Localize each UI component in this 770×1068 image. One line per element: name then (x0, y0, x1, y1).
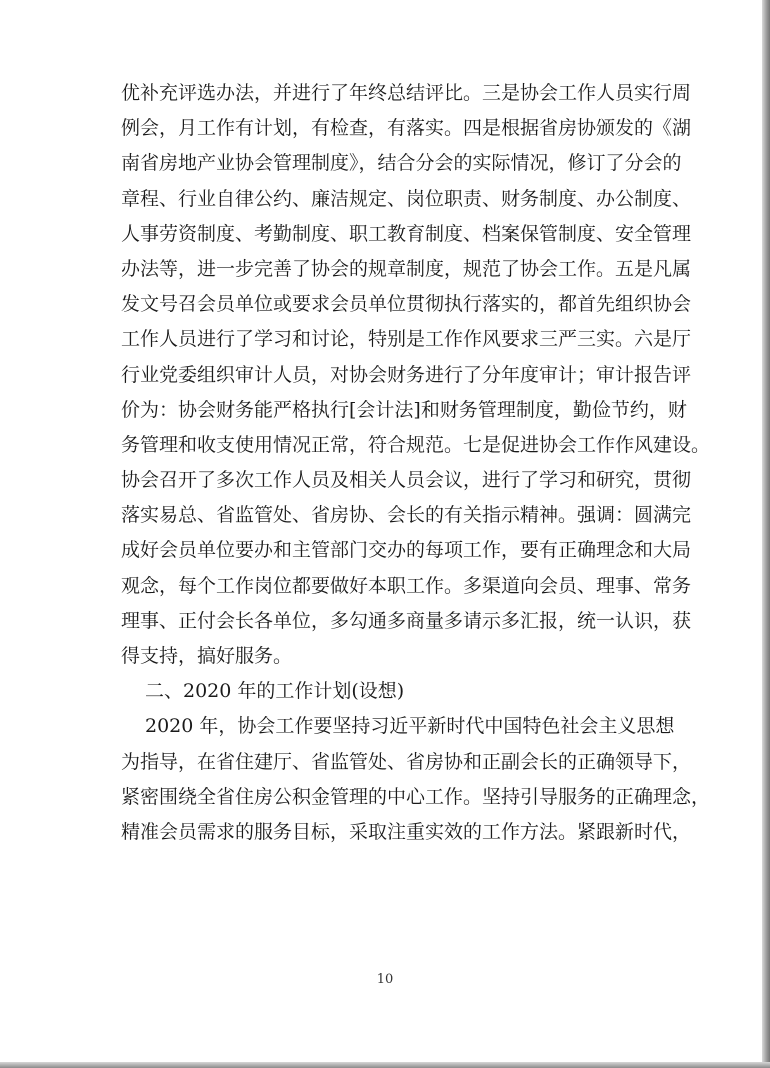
text-line: 人事劳资制度、考勤制度、职工教育制度、档案保管制度、安全管理 (121, 222, 692, 245)
text-line: 得支持，搞好服务。 (121, 645, 293, 667)
text-line: 章程、行业自律公约、廉洁规定、岗位职责、财务制度、办公制度、 (121, 187, 692, 210)
text-line: 落实易总、省监管处、省房协、会长的有关指示精神。强调：圆满完 (121, 504, 692, 527)
text-line: 务管理和收支使用情况正常，符合规范。七是促进协会工作作风建设。 (121, 433, 711, 456)
text-line: 发文号召会员单位或要求会员单位贯彻执行落实的，都首先组织协会 (121, 293, 692, 316)
section-heading: 二、2020 年的工作计划(设想) (145, 680, 405, 703)
page-number: 10 (376, 972, 394, 987)
text-line: 行业党委组织审计人员，对协会财务进行了分年度审计；审计报告评 (121, 363, 692, 386)
text-line: 办法等，进一步完善了协会的规章制度，规范了协会工作。五是凡属 (121, 257, 692, 280)
text-line: 紧密围绕全省住房公积金管理的中心工作。坚持引导服务的正确理念， (121, 785, 711, 808)
text-line: 优补充评选办法，并进行了年终总结评比。三是协会工作人员实行周 (121, 82, 692, 104)
text-line: 精准会员需求的服务目标，采取注重实效的工作方法。紧跟新时代， (121, 820, 692, 843)
text-line: 为指导，在省住建厅、省监管处、省房协和正副会长的正确领导下， (121, 750, 692, 773)
text-line: 成好会员单位要办和主管部门交办的每项工作，要有正确理念和大局 (121, 539, 692, 562)
text-line: 工作人员进行了学习和讨论，特别是工作作风要求三严三实。六是厅 (121, 328, 692, 351)
paragraph-plan (121, 709, 711, 850)
text-line: 观念，每个工作岗位都要做好本职工作。多渠道向会员、理事、常务 (121, 574, 692, 597)
paragraph-continuation (121, 76, 711, 674)
scan-edge-right (762, 0, 770, 1068)
text-line: 南省房地产业协会管理制度》，结合分会的实际情况，修订了分会的 (121, 152, 682, 175)
text-line: 2020 年，协会工作要坚持习近平新时代中国特色社会主义思想 (145, 715, 675, 738)
text-line: 例会，月工作有计划，有检查，有落实。四是根据省房协颁发的《湖 (121, 117, 692, 140)
scan-edge-bottom (0, 1062, 770, 1068)
text-line: 理事、正付会长各单位，多勾通多商量多请示多汇报，统一认识，获 (121, 609, 692, 632)
text-line: 价为：协会财务能严格执行[会计法]和财务管理制度，勤俭节约，财 (121, 398, 687, 421)
text-line: 协会召开了多次工作人员及相关人员会议，进行了学习和研究，贯彻 (121, 469, 692, 492)
document-body (121, 76, 711, 850)
